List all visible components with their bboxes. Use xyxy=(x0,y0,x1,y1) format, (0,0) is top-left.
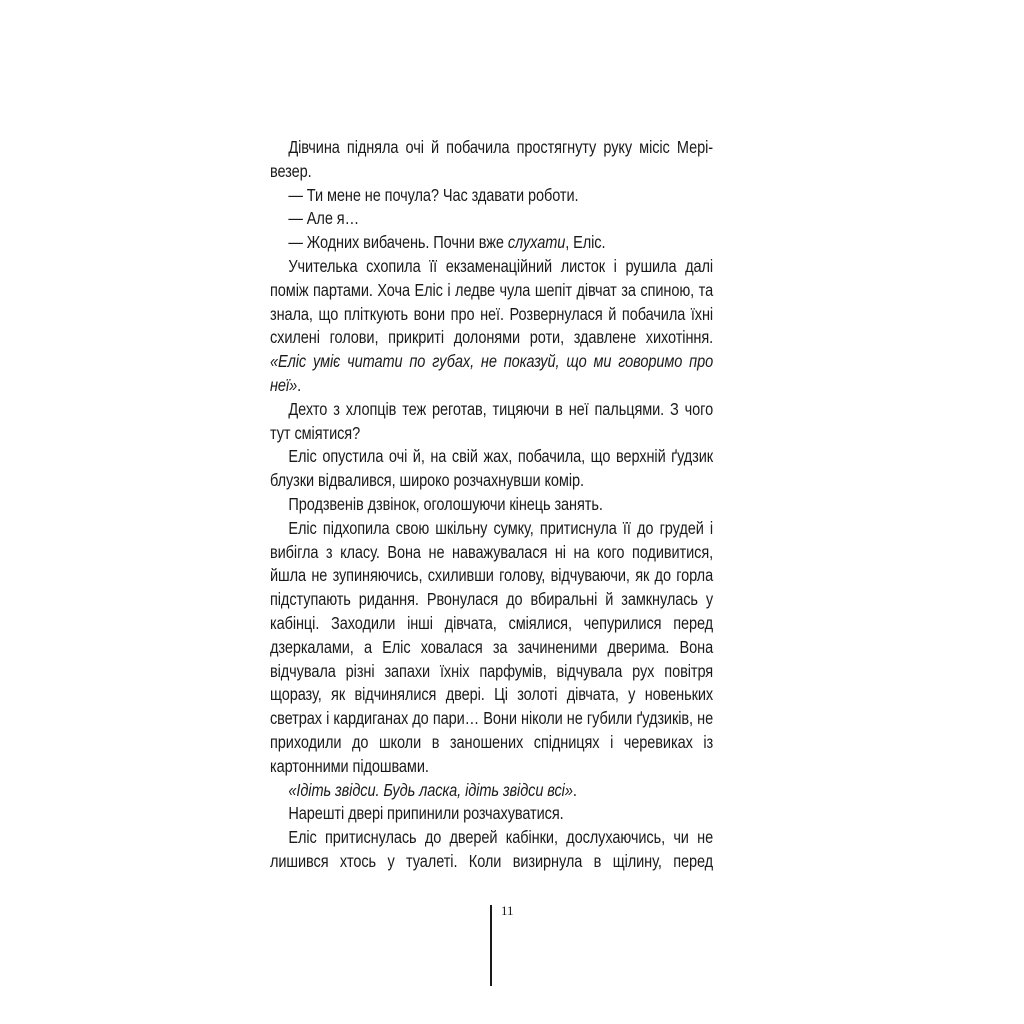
text-run: Продзвенів дзвінок, оголошуючи кінець занять. xyxy=(288,493,603,514)
paragraph xyxy=(270,398,713,446)
text-run: . xyxy=(297,374,302,395)
emphasis: слухати xyxy=(507,232,566,253)
text-run: Дехто з хлопців теж реготав, тицяючи в неї пальцями. З чого тут сміятися? xyxy=(270,398,714,443)
paragraph xyxy=(270,255,713,398)
folio-rule xyxy=(490,905,492,986)
paragraph xyxy=(270,493,713,517)
paragraph-thought xyxy=(270,779,713,803)
text-run: — Ти мене не почула? Час здавати роботи. xyxy=(288,184,579,205)
text-run: Еліс підхопила свою шкільну сумку, притиснула її до грудей і вибігла з класу. Вона не наважувалася ні на кого подивитися, йшла не зупиняючись, схиливши голову, відчуваючи, як до горла підступають ридання. Рвонулася до вбиральні й замкнулась у кабінці. Заходили інші дівчата, сміялися, чепурилися перед дзеркалами, а Еліс ховалася за зачиненими дверима. Вона відчувала різні запахи їхніх парфумів, відчувала рух повітря щоразу, як відчинялися двері. Ці золоті дівчата, у новеньких светрах і кардиганах до пари… Вони ніколи не губили ґудзиків, не приходили до школи в заношених спідницях і черевиках із картонними підошвами. xyxy=(270,517,714,776)
paragraph-dialogue xyxy=(270,184,713,208)
text-run: Еліс притиснулась до дверей кабінки, дослухаючись, чи не лишився хтось у туалеті. Коли визирнула в щілину, перед xyxy=(270,827,714,871)
text-run: Нарешті двері припинили розчахуватися. xyxy=(288,803,564,824)
text-run: , Еліс. xyxy=(565,232,606,253)
text-run: . xyxy=(572,779,577,800)
italic-quote: «Еліс уміє читати по губах, не показуй, що ми говоримо про неї» xyxy=(270,351,714,395)
paragraph xyxy=(270,445,713,493)
text-run: — Але я… xyxy=(288,208,360,229)
text-run: Еліс опустила очі й, на свій жах, побачила, що верхній ґудзик блузки відвалився, широко розчахнувши комір. xyxy=(270,446,714,491)
text-run: Дівчина підняла очі й побачила простягнуту руку місіс Мерівезер. xyxy=(270,137,714,181)
text-run: — Жодних вибачень. Почни вже xyxy=(288,232,508,253)
italic-quote: «Ідіть звідси. Будь ласка, ідіть звідси всі» xyxy=(288,779,573,800)
paragraph-continued xyxy=(270,826,713,874)
paragraph-dialogue xyxy=(270,207,713,231)
body-text-inner xyxy=(270,136,713,874)
paragraph xyxy=(270,802,713,826)
paragraph-dialogue xyxy=(270,231,713,255)
paragraph xyxy=(270,136,713,184)
page-number: 11 xyxy=(501,903,514,918)
body-text xyxy=(270,136,713,874)
paragraph xyxy=(270,517,713,779)
text-run: Учителька схопила її екзаменаційний листок і рушила далі поміж партами. Хоча Еліс і ледве чула шепіт дівчат за спиною, та знала, що пліткують вони про неї. Розвернулася й побачила їхні схилені голови, прикриті долонями роти, здавлене хихотіння. xyxy=(270,255,714,348)
